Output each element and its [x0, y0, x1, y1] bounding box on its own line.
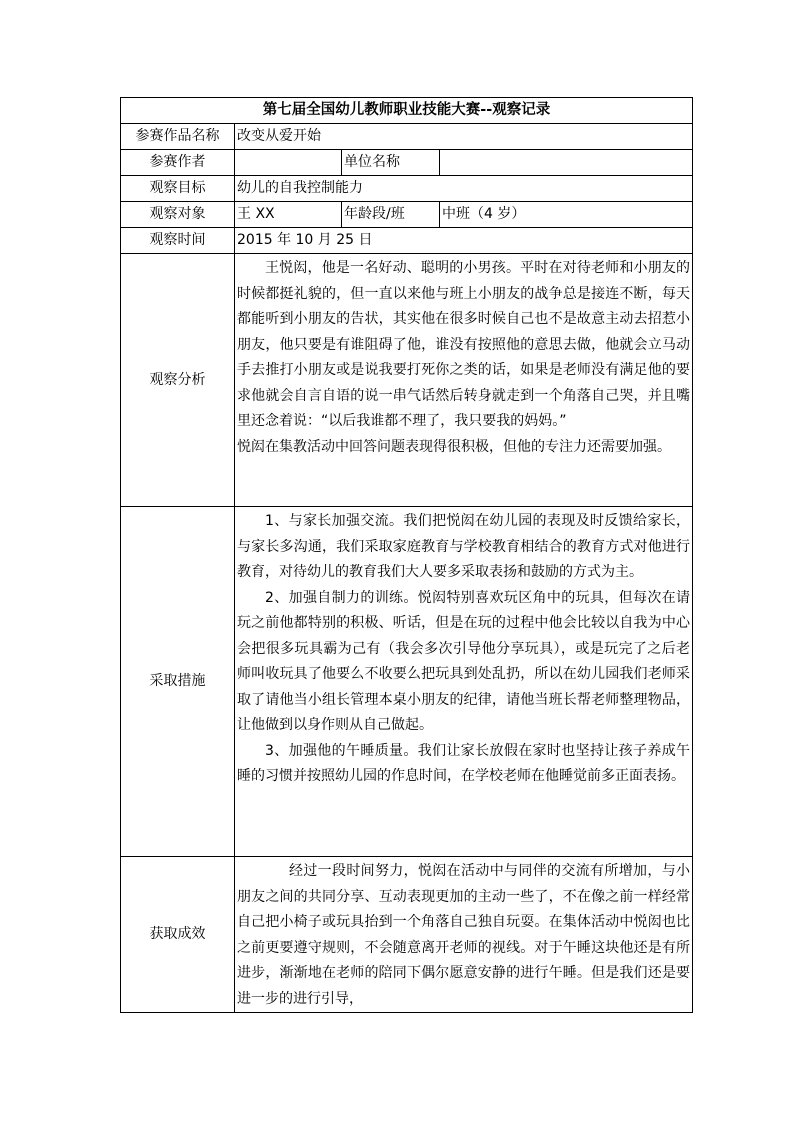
- analysis-row: [121, 254, 693, 507]
- measures-paragraph-1: 1、与家长加强交流。我们把悦闳在幼儿园的表现及时反馈给家长，与家长多沟通，我们采取家庭教育与学校教育相结合的教育方式对他进行教育，对待幼儿的教育我们大人要多采取表扬和鼓励的方式为主。: [237, 513, 691, 580]
- object-value: 王 XX: [235, 202, 342, 228]
- results-content: [235, 857, 693, 1013]
- age-label: 年龄段/班: [342, 202, 440, 228]
- object-row: [121, 202, 693, 228]
- measures-paragraph-3: 3、加强他的午睡质量。我们让家长放假在家时也坚持让孩子养成午睡的习惯并按照幼儿园的作息时间，在学校老师在他睡觉前多正面表扬。: [237, 742, 691, 784]
- time-value: 2015 年 10 月 25 日: [235, 228, 693, 254]
- unit-label: 单位名称: [342, 150, 440, 176]
- age-value: 中班（4 岁）: [440, 202, 693, 228]
- author-row: [121, 150, 693, 176]
- author-label: 参赛作者: [121, 150, 235, 176]
- results-paragraph-1: 经过一段时间努力，悦闳在活动中与同伴的交流有所增加，与小朋友之间的共同分享、互动表现更加的主动一些了，不在像之前一样经常自己把小椅子或玩具抬到一个角落自己独自玩耍。在集体活动中悦闳也比之前更要遵守规则，不会随意离开老师的视线。对于午睡这块他还是有所进步，渐渐地在老师的陪同下偶尔愿意安静的进行午睡。但是我们还是要进一步的进行引导，: [237, 863, 691, 1007]
- analysis-label: 观察分析: [121, 254, 235, 507]
- unit-value: [440, 150, 693, 176]
- analysis-paragraph-2: 悦闳在集教活动中回答问题表现得很积极，但他的专注力还需要加强。: [237, 438, 671, 455]
- results-label: 获取成效: [121, 857, 235, 1013]
- goal-row: [121, 176, 693, 202]
- object-label: 观察对象: [121, 202, 235, 228]
- measures-content: [235, 507, 693, 857]
- goal-value: 幼儿的自我控制能力: [235, 176, 693, 202]
- goal-label: 观察目标: [121, 176, 235, 202]
- time-row: [121, 228, 693, 254]
- work-name-value: 改变从爱开始: [235, 124, 693, 150]
- measures-row: [121, 507, 693, 857]
- title-row: [121, 98, 693, 124]
- observation-table: [120, 97, 693, 1013]
- measures-label: 采取措施: [121, 507, 235, 857]
- time-label: 观察时间: [121, 228, 235, 254]
- work-name-label: 参赛作品名称: [121, 124, 235, 150]
- work-name-row: [121, 124, 693, 150]
- author-value: [235, 150, 342, 176]
- analysis-paragraph-1: 王悦闳，他是一名好动、聪明的小男孩。平时在对待老师和小朋友的时候都挺礼貌的，但一直以来他与班上小朋友的战争总是接连不断，每天都能听到小朋友的告状，其实他在很多时候自己也不是故意主动去招惹小朋友，他只要是有谁阻碍了他，谁没有按照他的意思去做，他就会立马动手去推打小朋友或是说我要打死你之类的话，如果是老师没有满足他的要求他就会自言自语的说一串气话然后转身就走到一个角落自己哭，并且嘴里还念着说：“以后我谁都不理了，我只要我的妈妈。”: [237, 260, 691, 429]
- document-title: 第七届全国幼儿教师职业技能大赛--观察记录: [121, 98, 693, 124]
- results-row: [121, 857, 693, 1013]
- analysis-content: [235, 254, 693, 507]
- measures-paragraph-2: 2、加强自制力的训练。悦闳特别喜欢玩区角中的玩具，但每次在请玩之前他都特别的积极、听话，但是在玩的过程中他会比较以自我为中心会把很多玩具霸为己有（我会多次引导他分享玩具），或是玩完了之后老师叫收玩具了他要么不收要么把玩具到处乱扔，所以在幼儿园我们老师采取了请他当小组长管理本桌小朋友的纪律，请他当班长帮老师整理物品，让他做到以身作则从自己做起。: [237, 589, 691, 733]
- observation-record-sheet: [120, 97, 692, 1013]
